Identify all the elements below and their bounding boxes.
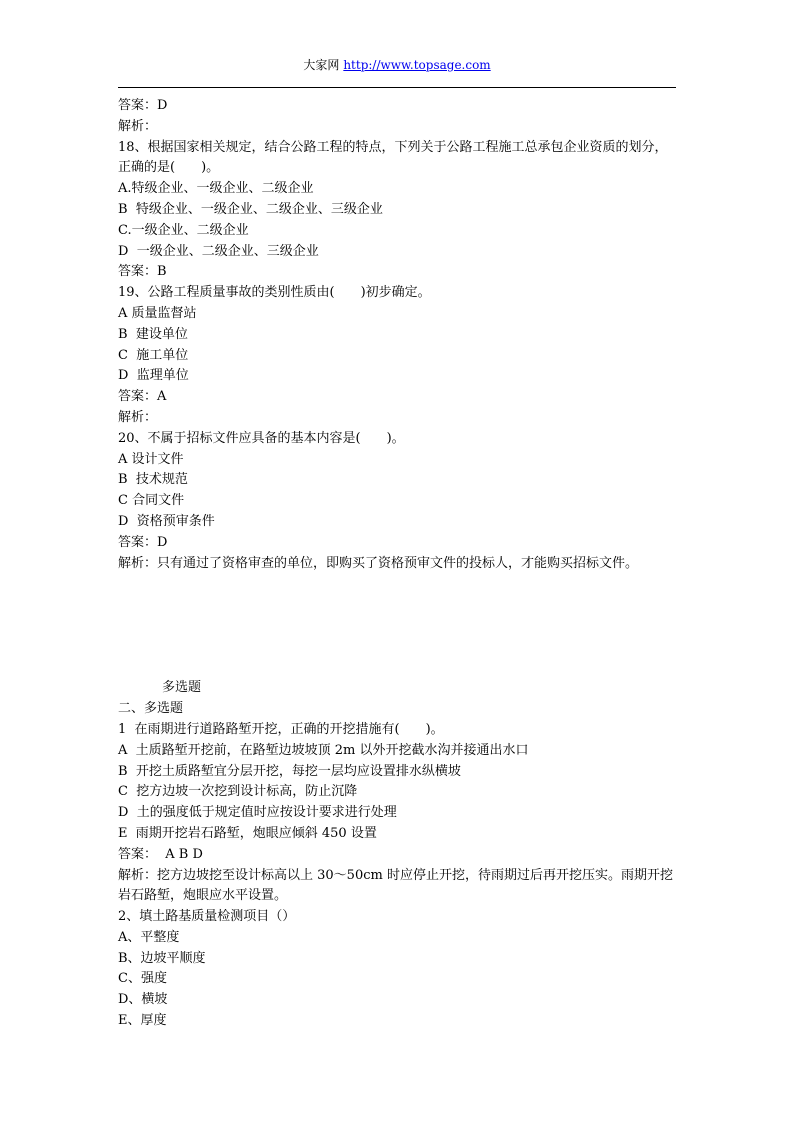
question-20: 20、不属于招标文件应具备的基本内容是( )。 [118,430,405,446]
mq2-option-c: C、强度 [118,971,167,987]
question-18: 18、根据国家相关规定，结合公路工程的特点，下列关于公路工程施工总承包企业资质的划分，正确的是( )。 [118,139,668,176]
q19-option-c: C 施工单位 [118,347,189,363]
section-subheading: 二、多选题 [118,701,184,717]
q18-answer: 答案：B [118,264,167,280]
q19-analysis: 解析： [118,409,158,425]
answer-line: 答案：D [118,98,168,113]
q18-option-c: C.一级企业、二级企业 [118,222,249,238]
mq1-answer: 答案： A B D [118,846,203,862]
mq2-option-d: D、横坡 [118,992,168,1008]
multi-question-2: 2、填土路基质量检测项目（） [118,909,296,925]
mq1-option-d: D 土的强度低于规定值时应按设计要求进行处理 [118,805,397,821]
mq1-option-b: B 开挖土质路堑宜分层开挖，每挖一层均应设置排水纵横坡 [118,763,461,779]
q20-option-a: A 设计文件 [118,451,184,467]
header-rule [118,87,676,88]
q20-option-d: D 资格预审条件 [118,513,215,529]
q18-option-a: A.特级企业、一级企业、二级企业 [118,181,314,197]
multi-question-1: 1 在雨期进行道路路堑开挖，正确的开挖措施有( )。 [118,721,444,737]
analysis-line: 解析： [118,118,158,134]
document-body [118,96,678,1032]
mq2-option-a: A、平整度 [118,929,180,945]
q18-option-d: D 一级企业、二级企业、三级企业 [118,243,319,259]
q19-answer: 答案：A [118,389,167,405]
header-url-link[interactable]: http://www.topsage.com [343,58,491,72]
spacer [118,574,678,678]
mq1-option-c: C 挖方边坡一次挖到设计标高，防止沉降 [118,784,358,800]
q20-option-c: C 合同文件 [118,493,185,509]
header-site-name: 大家网 [303,58,340,72]
mq1-analysis: 解析：挖方边坡挖至设计标高以上 30～50cm 时应停止开挖，待雨期过后再开挖压实。雨期开挖岩石路堑，炮眼应水平设置。 [118,867,673,904]
mq1-option-a: A 土质路堑开挖前，在路堑边坡坡顶 2m 以外开挖截水沟并接通出水口 [118,742,529,758]
q20-analysis: 解析：只有通过了资格审查的单位，即购买了资格预审文件的投标人，才能购买招标文件。 [118,555,639,571]
question-19: 19、公路工程质量事故的类别性质由( )初步确定。 [118,285,431,301]
section-heading: 多选题 [162,680,202,696]
q18-option-b: B 特级企业、一级企业、二级企业、三级企业 [118,201,383,217]
mq2-option-e: E、厚度 [118,1013,167,1029]
mq1-option-e: E 雨期开挖岩石路堑，炮眼应倾斜 450 设置 [118,825,377,841]
q20-answer: 答案：D [118,534,168,550]
q20-option-b: B 技术规范 [118,472,188,488]
mq2-option-b: B、边坡平顺度 [118,950,206,966]
q19-option-d: D 监理单位 [118,368,189,384]
q19-option-a: A 质量监督站 [118,305,197,321]
page-header [0,57,794,73]
q19-option-b: B 建设单位 [118,326,188,342]
